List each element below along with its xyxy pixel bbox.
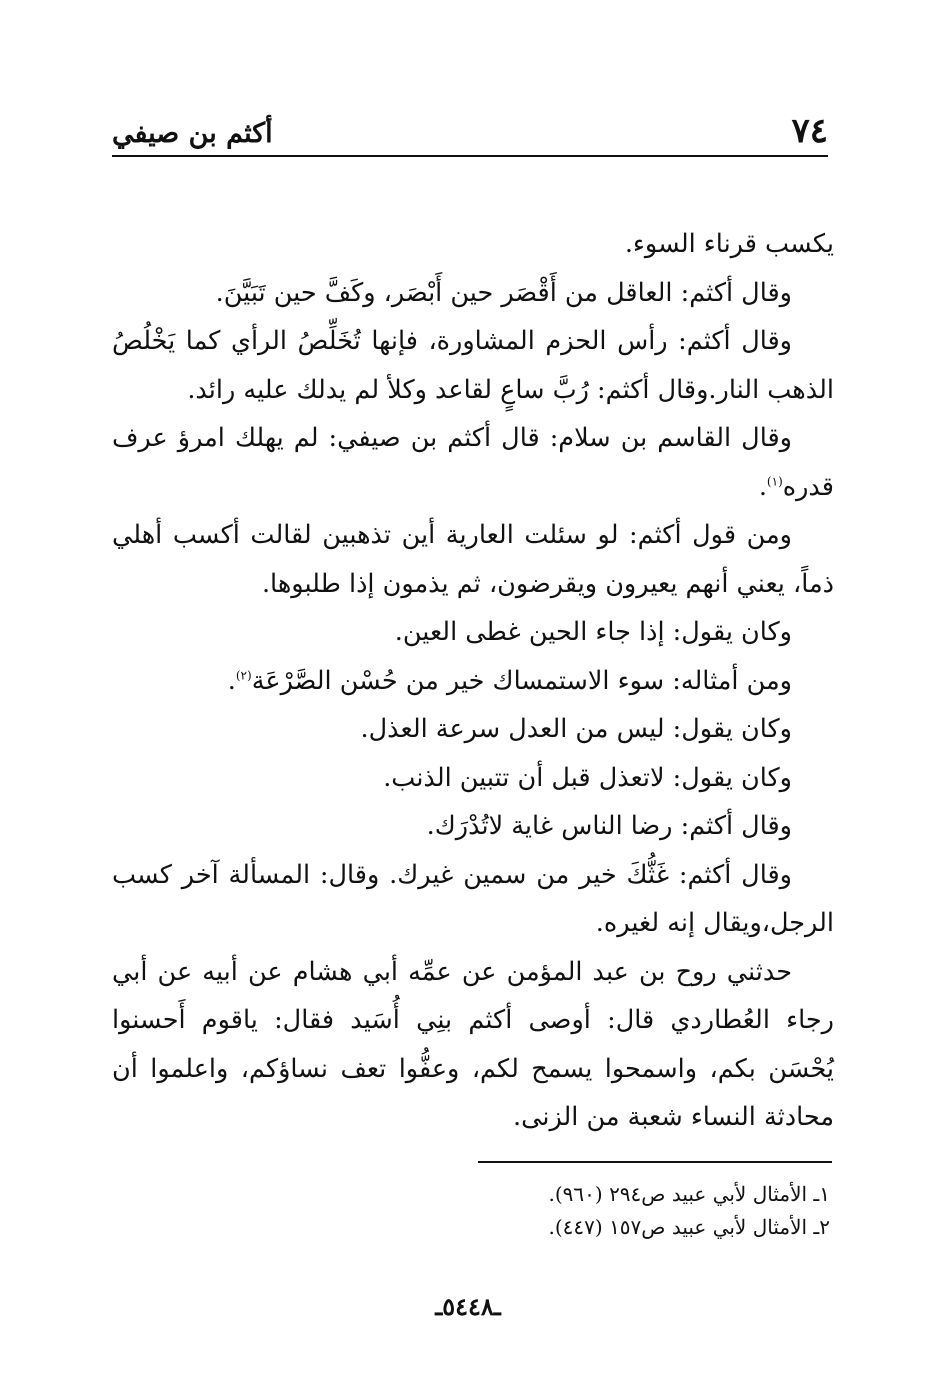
paragraph: وكان يقول: إذا جاء الحين غطى العين. [394, 617, 792, 647]
page-number: ٧٤ [791, 111, 828, 151]
folio-number: ـ٥٤٤٨ـ [435, 1292, 501, 1321]
footnote-divider [478, 1161, 832, 1163]
paragraph: وكان يقول: ليس من العدل سرعة العذل. [360, 714, 792, 744]
paragraph: وقال القاسم بن سلام: قال أكثم بن صيفي: لم يهلك امرؤ عرف قدره$^{(١)}$. [112, 423, 834, 502]
footnote-marker: (١) [766, 474, 783, 488]
paragraph: وقال أكثم: غَثُّكَ خير من سمين غيرك. وقال: المسألة آخر كسب الرجل،ويقال إنه لغيره. [112, 859, 834, 938]
paragraph: يكسب قرناء السوء. [624, 229, 834, 259]
footnote: ١ـ الأمثال لأبي عبيد ص٢٩٤ (٩٦٠). [548, 1182, 830, 1206]
paragraph: وقال أكثم: العاقل من أَقْصَر حين أَبْصَر، وكَفَّ حين تَبَيَّنَ. [215, 277, 792, 308]
footnote: ٢ـ الأمثال لأبي عبيد ص١٥٧ (٤٤٧). [548, 1215, 830, 1239]
paragraph: وقال أكثم: رضا الناس غاية لاتُدْرَك. [426, 811, 792, 841]
paragraph: ومن قول أكثم: لو سئلت العارية أين تذهبين لقالت أكسب أهلي ذماً، يعني أنهم يعيرون ويقرضون، ثم يذمون إذا طلبوها. [112, 520, 834, 599]
footnote-marker: (٢) [235, 668, 252, 682]
paragraph: وكان يقول: لاتعذل قبل أن تتبين الذنب. [383, 762, 792, 793]
body-text [112, 220, 834, 1142]
page-header [112, 105, 828, 157]
paragraph: ومن أمثاله: سوء الاستمساك خير من حُسْن الصَّرْعَة$^{(٢)}$. [227, 665, 792, 696]
paragraph: وقال أكثم: رأس الحزم المشاورة، فإنها تُخَلِّصُ الرأي كما يَخْلُصُ الذهب النار.وقال أكثم: رُبَّ ساعٍ لقاعد وكلأ لم يدلك عليه رائد. [112, 326, 834, 405]
paragraph: حدثني روح بن عبد المؤمن عن عمِّه أبي هشام عن أبيه عن أبي رجاء العُطاردي قال: أوصى أكثم بنِي أُسَيد فقال: ياقوم أَحسنوا يُحْسَن بكم، واسمحوا يسمح لكم، وعفُّوا تعف نساؤكم، واعلموا أن محادثة النساء شعبة من الزنى. [112, 956, 834, 1132]
footnotes [112, 1178, 834, 1244]
running-title: أكثم بن صيفي [112, 118, 273, 149]
